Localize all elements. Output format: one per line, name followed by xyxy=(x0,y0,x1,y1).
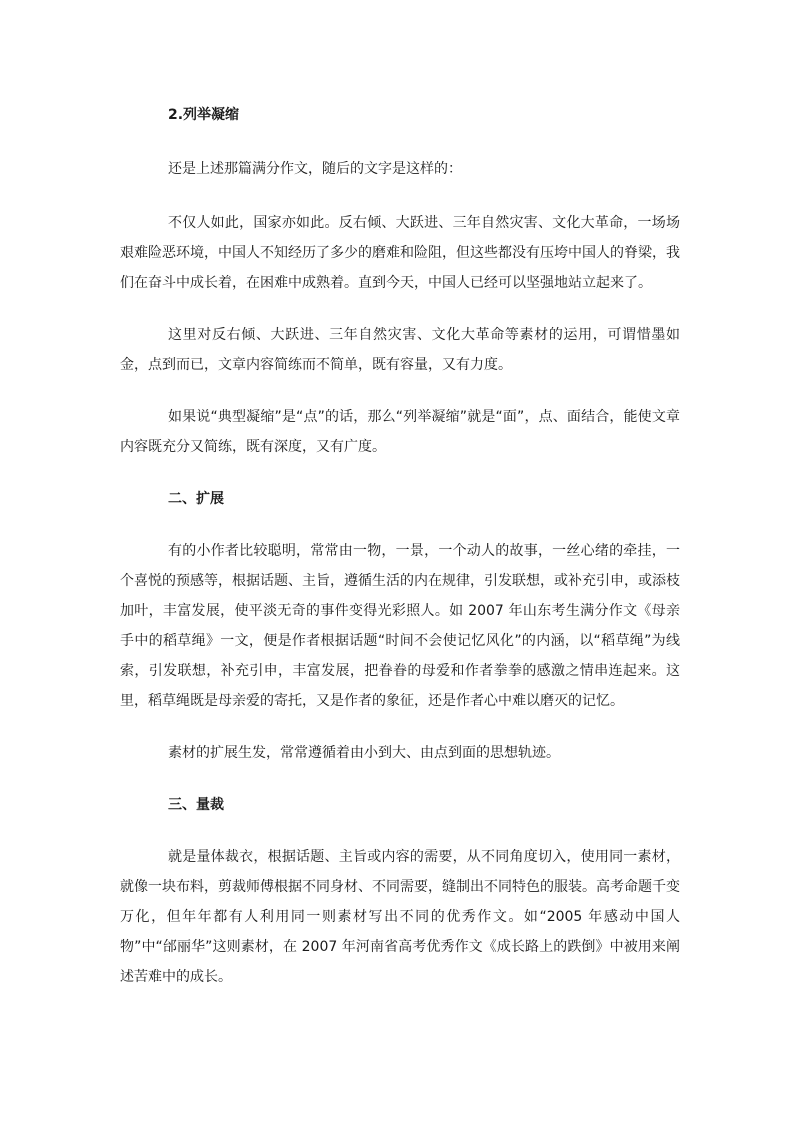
spacer xyxy=(120,514,680,536)
paragraph-intro: 还是上述那篇满分作文，随后的文字是这样的： xyxy=(168,161,462,177)
paragraph-expand-example: 有的小作者比较聪明，常常由一物，一景，一个动人的故事，一丝心绪的牵挂，一个喜悦的预感等，根据话题、主旨，遵循生活的内在规律，引发联想，或补充引申，或添枝加叶，丰富发展，使平淡无奇的事件变得光彩照人。如 2007 年山东考生满分作文《母亲手中的稻草绳》一文，便是作者根据话题“时间不会使记忆风化”的内涵，以“稻草绳”为线索，引发联想，补充引申，丰富发展，把眷眷的母爱和作者拳拳的感激之情串连起来。这里，稻草绳既是母亲爱的寄托，又是作者的象征，还是作者心中难以磨灭的记忆。 xyxy=(120,543,680,709)
paragraph-expand-summary: 素材的扩展生发，常常遵循着由小到大、由点到面的思想轨迹。 xyxy=(168,745,560,761)
section-heading-cut: 三、量裁 xyxy=(168,797,224,813)
spacer xyxy=(120,768,680,790)
paragraph-point-surface: 如果说“典型凝缩”是“点”的话，那么“列举凝缩”就是“面”，点、面结合，能使文章内容既充分又简练，既有深度，又有广度。 xyxy=(120,409,680,455)
spacer xyxy=(120,820,680,842)
section-heading-list-condense: 2.列举凝缩 xyxy=(168,107,240,123)
spacer xyxy=(120,716,680,738)
spacer xyxy=(120,184,680,208)
spacer xyxy=(120,380,680,402)
spacer xyxy=(120,298,680,320)
section-heading-expand: 二、扩展 xyxy=(168,491,224,507)
paragraph-analysis: 这里对反右倾、大跃进、三年自然灾害、文化大革命等素材的运用，可谓惜墨如金，点到而已，文章内容简练而不简单，既有容量，又有力度。 xyxy=(120,327,680,373)
spacer xyxy=(120,462,680,484)
spacer xyxy=(120,130,680,154)
paragraph-quote: 不仅人如此，国家亦如此。反右倾、大跃进、三年自然灾害、文化大革命，一场场艰难险恶环境，中国人不知经历了多少的磨难和险阻，但这些都没有压垮中国人的脊梁，我们在奋斗中成长着，在困难中成熟着。直到今天，中国人已经可以坚强地站立起来了。 xyxy=(120,215,680,291)
document-page xyxy=(120,100,680,992)
paragraph-cut-example: 就是量体裁衣，根据话题、主旨或内容的需要，从不同角度切入，使用同一素材，就像一块布料，剪裁师傅根据不同身材、不同需要，缝制出不同特色的服装。高考命题千变万化，但年年都有人利用同一则素材写出不同的优秀作文。如“2005 年感动中国人物”中“邰丽华”这则素材，在 2007 年河南省高考优秀作文《成长路上的跌倒》中被用来阐述苦难中的成长。 xyxy=(120,849,680,985)
